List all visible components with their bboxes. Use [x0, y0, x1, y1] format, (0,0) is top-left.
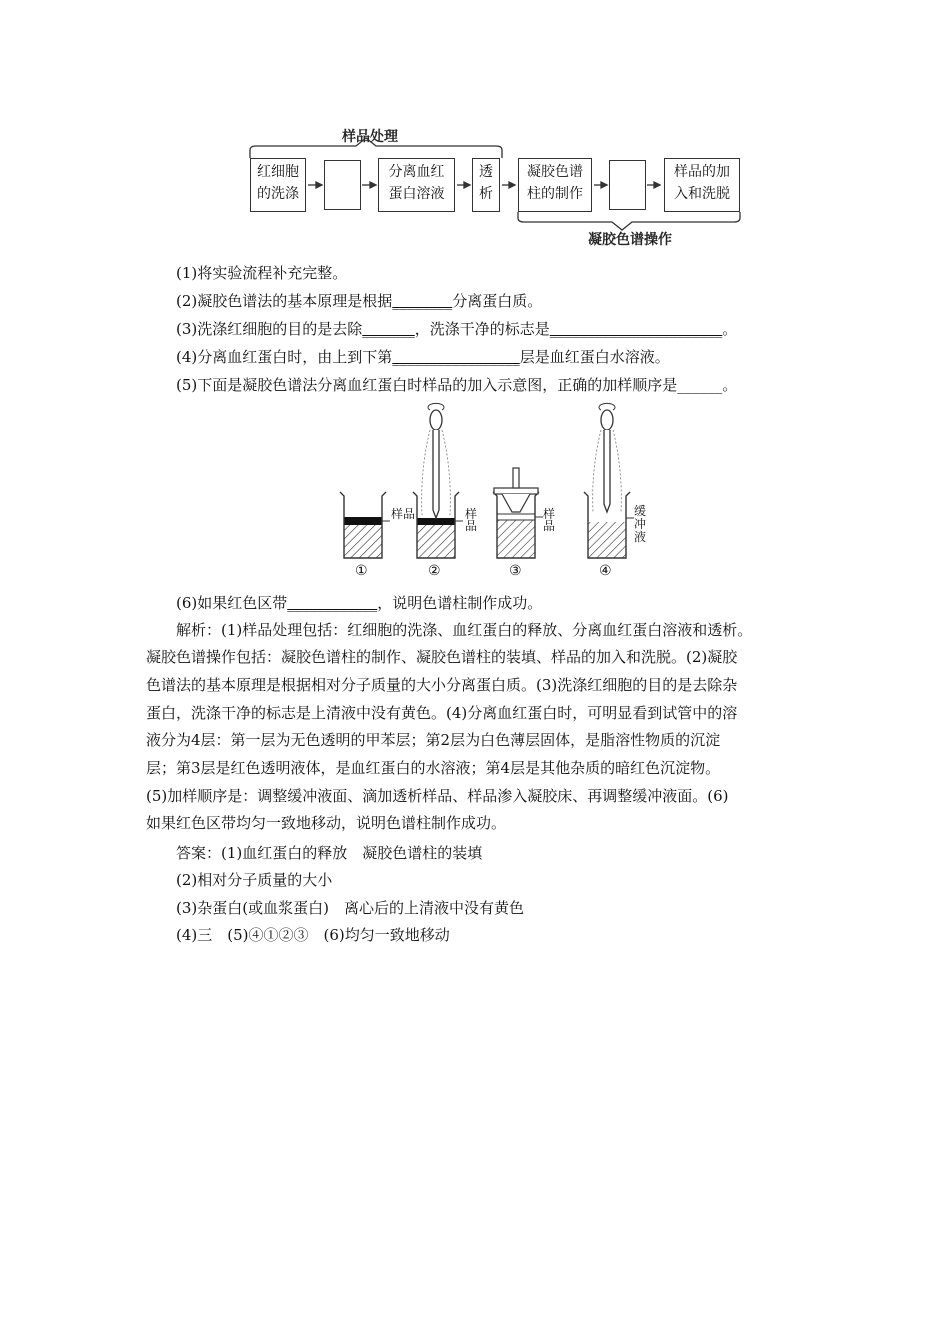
flow-box-text: 的洗涤 — [257, 186, 299, 202]
flow-box-column-prep — [518, 158, 592, 212]
figure-number-4: ④ — [599, 563, 612, 579]
sample-processing-label: 样品处理 — [342, 129, 398, 145]
question-2 — [176, 290, 542, 311]
q6-text-a: (6)如果红色区带 — [176, 594, 288, 612]
figure-number-1: ① — [355, 563, 368, 579]
beaker-2 — [413, 403, 463, 558]
q2-text-b: 分离蛋白质。 — [452, 292, 543, 310]
flow-box-text: 析 — [479, 186, 493, 202]
question-1: (1)将实验流程补充完整。 — [176, 264, 348, 282]
flow-box-dialysis — [472, 158, 500, 212]
analysis-line-7: (5)加样顺序是：调整缓冲液面、滴加透析样品、样品渗入凝胶床、再调整缓冲液面。(6) — [146, 787, 729, 805]
answer-4: (4)三 (5)④①②③ (6)均匀一致地移动 — [176, 926, 450, 944]
bottom-brace — [518, 212, 740, 230]
flow-box-blank-1 — [324, 160, 361, 210]
flow-box-text: 蛋白溶液 — [388, 186, 445, 202]
top-brace — [250, 138, 502, 158]
analysis-line-3: 色谱法的基本原理是根据相对分子质量的大小分离蛋白质。(3)洗涤红细胞的目的是去除杂 — [146, 676, 738, 694]
answer-1: 答案：(1)血红蛋白的释放 凝胶色谱柱的装填 — [176, 844, 483, 862]
beaker-1 — [340, 492, 390, 558]
analysis-line-6: 层；第3层是红色透明液体，是血红蛋白的水溶液；第4层是其他杂质的暗红色沉淀物。 — [146, 759, 721, 777]
q4-text-b: 层是血红蛋白水溶液。 — [519, 348, 670, 366]
sample-loading-figure — [330, 400, 660, 585]
figure-number-3: ③ — [509, 563, 522, 579]
figure-label-sample-3: 样品 — [543, 507, 556, 533]
answer-3: (3)杂蛋白(或血浆蛋白) 离心后的上清液中没有黄色 — [176, 899, 524, 917]
q3-blank-2: _______________________ — [549, 320, 723, 338]
flowchart-connectors — [0, 0, 950, 260]
analysis-line-4: 蛋白，洗涤干净的标志是上清液中没有黄色。(4)分离血红蛋白时，可明显看到试管中的溶 — [146, 704, 738, 722]
q4-text-a: (4)分离血红蛋白时，由上到下第 — [176, 348, 393, 366]
question-5: (5)下面是凝胶色谱法分离血红蛋白时样品的加入示意图，正确的加样顺序是______。 — [176, 376, 738, 394]
flow-box-text: 样品的加 — [674, 164, 730, 180]
figure-label-sample-2: 样品 — [465, 507, 478, 533]
flow-box-blank-2 — [609, 160, 646, 210]
figure-number-2: ② — [428, 563, 441, 579]
question-6 — [176, 592, 542, 613]
flow-box-text: 红细胞 — [257, 164, 299, 180]
question-3 — [176, 318, 737, 339]
q6-text-b: ，说明色谱柱制作成功。 — [377, 594, 543, 612]
analysis-line-2: 凝胶色谱操作包括：凝胶色谱柱的制作、凝胶色谱柱的装填、样品的加入和洗脱。(2)凝胶 — [146, 648, 738, 666]
question-4 — [176, 346, 670, 367]
flow-box-separate — [378, 158, 455, 212]
beaker-4 — [584, 403, 634, 558]
q2-text-a: (2)凝胶色谱法的基本原理是根据 — [176, 292, 393, 310]
flow-box-text: 入和洗脱 — [674, 186, 730, 202]
flow-box-text: 透 — [479, 164, 493, 180]
q3-text-b: ，洗涤干净的标志是 — [414, 320, 550, 338]
flow-box-rbc-wash — [250, 158, 306, 212]
analysis-line-5: 液分为4层：第一层为无色透明的甲苯层；第2层为白色薄层固体，是脂溶性物质的沉淀 — [146, 731, 721, 749]
flow-box-loading — [664, 158, 740, 212]
beaker-3 — [493, 468, 543, 558]
flow-box-text: 柱的制作 — [527, 186, 583, 202]
q3-text-c: 。 — [722, 320, 738, 338]
q3-blank-1: _______ — [362, 320, 415, 338]
flow-box-text: 分离血红 — [388, 164, 445, 180]
figure-label-sample-1: 样品 — [391, 507, 416, 521]
figure-label-buffer: 缓冲液 — [634, 504, 647, 544]
q3-text-a: (3)洗涤红细胞的目的是去除 — [176, 320, 363, 338]
gel-operation-label: 凝胶色谱操作 — [588, 232, 672, 248]
q2-blank: ________ — [392, 292, 453, 310]
analysis-line-1: 解析：(1)样品处理包括：红细胞的洗涤、血红蛋白的释放、分离血红蛋白溶液和透析。 — [176, 621, 753, 639]
analysis-line-8: 如果红色区带均匀一致地移动，说明色谱柱制作成功。 — [146, 814, 507, 832]
flow-box-text: 凝胶色谱 — [527, 164, 583, 180]
q6-blank: ____________ — [287, 594, 378, 612]
q4-blank: _________________ — [392, 348, 520, 366]
answer-2: (2)相对分子质量的大小 — [176, 871, 333, 889]
